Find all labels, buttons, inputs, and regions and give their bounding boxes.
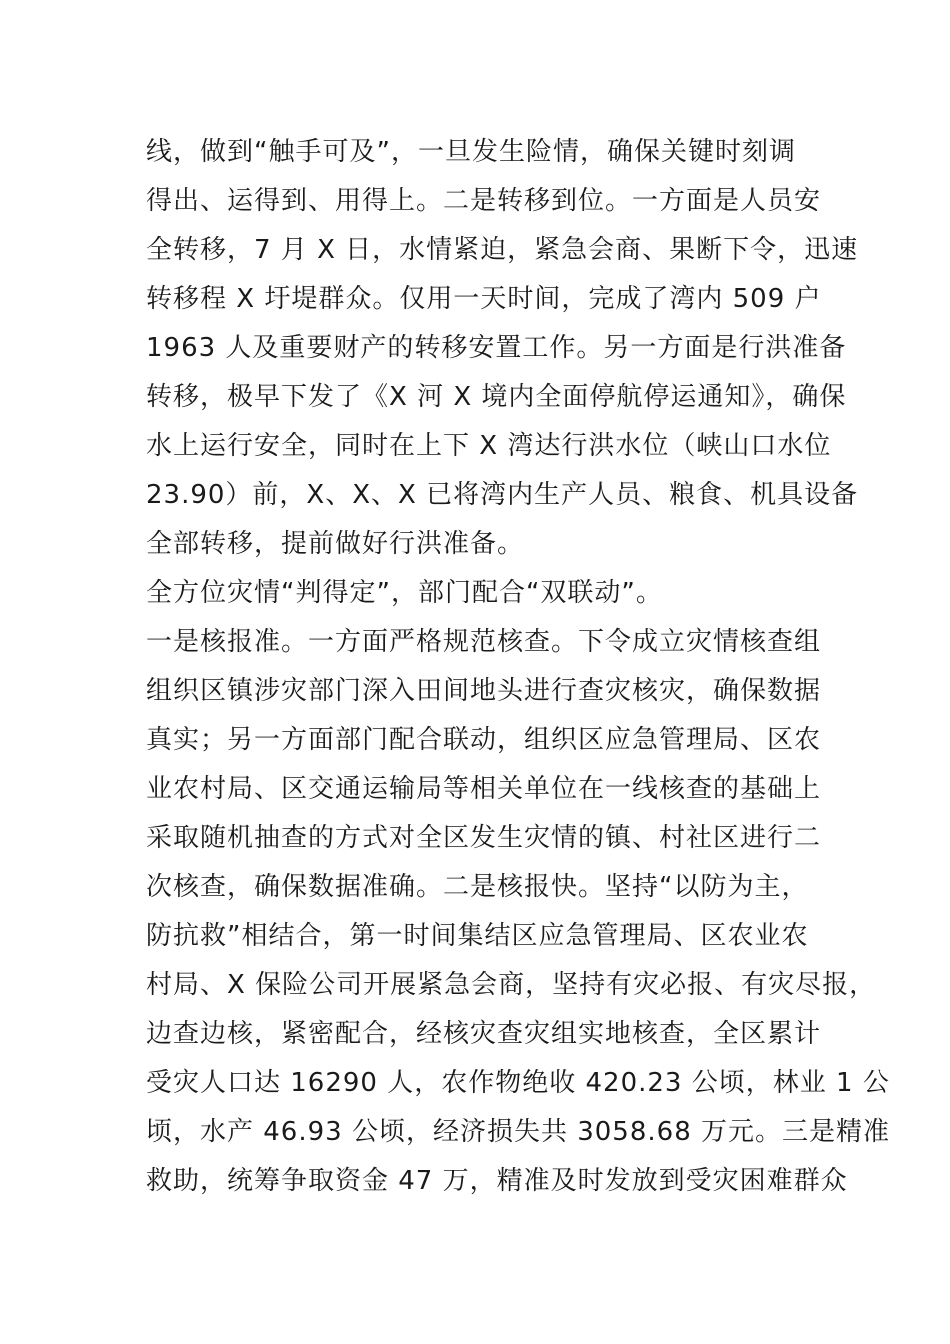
text-line: 23.90）前，X、X、X 已将湾内生产人员、粮食、机具设备	[146, 480, 859, 510]
text-line: 救助，统筹争取资金 47 万，精准及时发放到受灾困难群众	[146, 1166, 848, 1196]
text-line: 次核查，确保数据准确。二是核报快。坚持“以防为主，	[146, 872, 809, 902]
text-line: 转移，极早下发了《X 河 X 境内全面停航停运通知》，确保	[146, 382, 847, 412]
text-line: 得出、运得到、用得上。二是转移到位。一方面是人员安	[146, 186, 822, 216]
text-line: 业农村局、区交通运输局等相关单位在一线核查的基础上	[146, 774, 822, 804]
text-line: 全转移，7 月 X 日，水情紧迫，紧急会商、果断下令，迅速	[146, 235, 859, 265]
text-line: 线，做到“触手可及”，一旦发生险情，确保关键时刻调	[146, 137, 796, 167]
text-line: 转移程 X 圩堤群众。仅用一天时间，完成了湾内 509 户	[146, 284, 822, 314]
text-line: 组织区镇涉灾部门深入田间地头进行查灾核灾，确保数据	[146, 676, 822, 706]
text-line: 村局、X 保险公司开展紧急会商，坚持有灾必报、有灾尽报，	[146, 970, 877, 1000]
text-line: 受灾人口达 16290 人，农作物绝收 420.23 公顷，林业 1 公	[146, 1068, 890, 1098]
text-line: 全部转移，提前做好行洪准备。	[146, 529, 525, 559]
text-line: 采取随机抽查的方式对全区发生灾情的镇、村社区进行二	[146, 823, 822, 853]
text-line: 水上运行安全，同时在上下 X 湾达行洪水位（峡山口水位	[146, 431, 832, 461]
section-heading: 全方位灾情“判得定”，部门配合“双联动”。	[146, 578, 663, 608]
text-line: 真实；另一方面部门配合联动，组织区应急管理局、区农	[146, 725, 822, 755]
text-line: 1963 人及重要财产的转移安置工作。另一方面是行洪准备	[146, 333, 847, 363]
text-line: 顷，水产 46.93 公顷，经济损失共 3058.68 万元。三是精准	[146, 1117, 891, 1147]
text-line: 防抗救”相结合，第一时间集结区应急管理局、区农业农	[146, 921, 809, 951]
text-line: 一是核报准。一方面严格规范核查。下令成立灾情核查组	[146, 627, 822, 657]
document-body	[146, 128, 891, 1206]
text-line: 边查边核，紧密配合，经核灾查灾组实地核查，全区累计	[146, 1019, 822, 1049]
